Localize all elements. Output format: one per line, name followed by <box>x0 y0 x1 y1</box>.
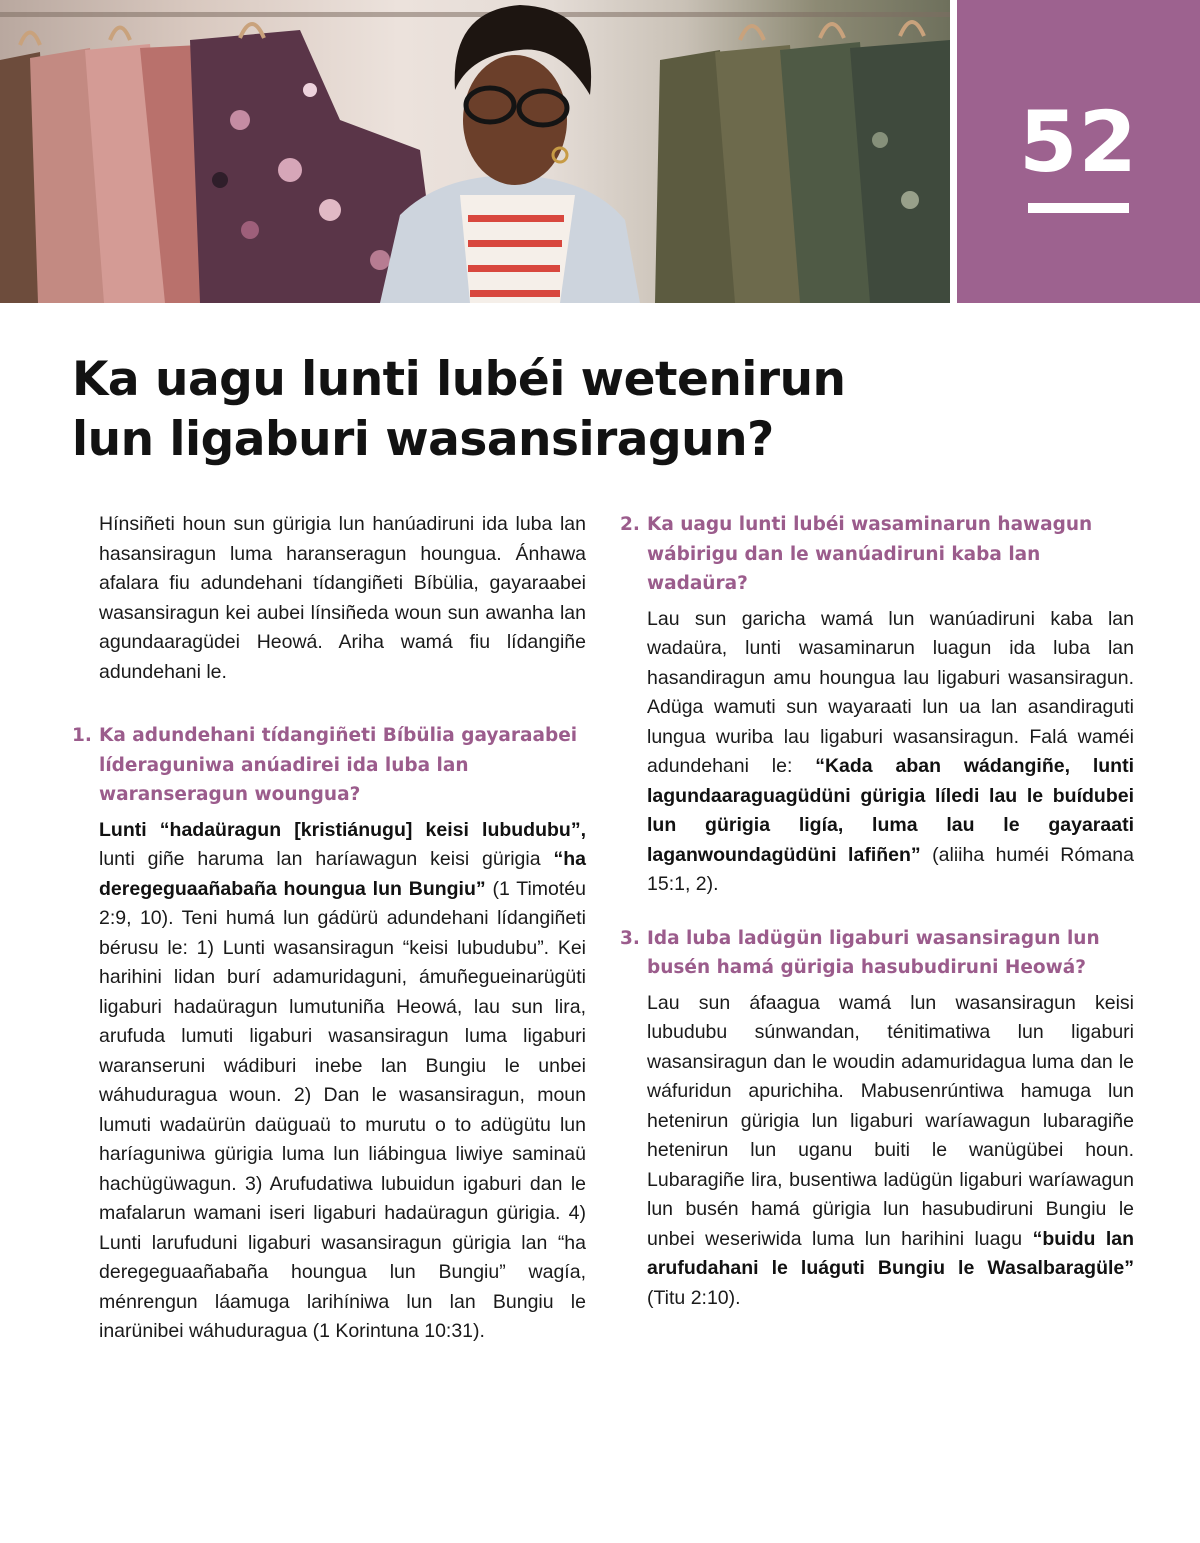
answer-2-text-1: Lau sun garicha wamá lun wanúadiruni kaba lan wadaüra, lunti wasaminarun luagun ida luba lan hasandiragun amu houngua lau ligaburi wasansiragun. Adüga wamuti sun wayaraati lun ua lan asandiraguti lungua wuriba lau ligaburi wasansiragun. Falá waméi adundehani le: <box>647 607 1134 777</box>
question-3-text: Ida luba ladügün ligaburi wasansiragun lun busén hamá gürigia hasubudiruni Heowá? <box>647 927 1100 978</box>
hero-photo <box>0 0 950 303</box>
lesson-number-underline <box>1028 203 1129 213</box>
lesson-number-block <box>957 0 1200 303</box>
question-1-number: 1. <box>72 725 92 746</box>
answer-3-text-2: (Titu 2:10). <box>647 1286 741 1309</box>
clothing-store-illustration <box>0 0 950 303</box>
intro-paragraph: Hínsiñeti houn sun gürigia lun hanúadiruni ida luba lan hasansiragun luma haranseragun houngua. Ánhawa afalara fiu adundehani tídangiñeti Bíbülia, gayaraabei wasansiragun kei aubei línsiñeda woun sun awanha lan agundaaragüdei Heowá. Ariha wamá fiu lídangiñe adundehani le. <box>99 513 586 683</box>
answer-1-bold-2: “ha deregeguaañabaña houngua lun Bungiu” <box>99 848 586 900</box>
right-column <box>620 510 1134 1313</box>
lesson-title-line-2: lun ligaburi wasansiragun? <box>72 412 774 467</box>
question-1-text: Ka adundehani tídangiñeti Bíbülia gayaraabei líderaguniwa anúadirei ida luba lan waranseragun woungua? <box>99 725 578 805</box>
lesson-title <box>72 350 972 470</box>
answer-1-text-2: (1 Timotéu 2:9, 10). Teni humá lun gádürü adundehani lídangiñeti bérusu le: 1) Lunti wasansiragun “keisi lubudubu”. Kei harihini lidan burí adamuridaguni, ámuñegueinarügüti ligaburi hadaüragun lumutuniña Heowá, lau sun lira, arufuda lumuti ligaburi wasansiragun luma ligaburi waranseruni wádiburi inebe lan Bungiu le unbei wáhuduragua woun. 2) Dan le wasansiragun, moun lumuti wadaürün daüguaü to murutu o to adügütu lun haríaguniwa gürigia luma lun liábingua liwiye saminaü hachügüwagun. 3) Arufudatiwa lubuidun igaburi dan le mafalarun wamani iseri ligaburi hadaüragun gürigia. 4) Lunti larufuduni ligaburi wasansiragun gürigia lan “ha deregeguaañabaña houngua lun Bungiu” wagía, ménrengun láamuga larihíniwa lun lan Bungiu le inarünibei wáhuduragua (1 Korintuna 10:31). <box>99 877 586 1342</box>
question-3 <box>620 924 1134 983</box>
answer-1 <box>72 816 586 1347</box>
lesson-title-line-1: Ka uagu lunti lubéi wetenirun <box>72 352 846 407</box>
answer-2-text-2: (aliiha huméi Rómana 15:1, 2). <box>647 843 1134 895</box>
question-2-text: Ka uagu lunti lubéi wasaminarun hawagun wábirigu dan le wanúadiruni kaba lan wadaüra? <box>647 514 1093 594</box>
answer-3-bold-1: “buidu lan arufudahani le luáguti Bungiu le Wasalbaragüle” <box>647 1227 1135 1279</box>
left-column <box>72 510 586 1347</box>
answer-3-text-1: Lau sun áfaagua wamá lun wasansiragun keisi lubudubu súnwandan, ténitimatiwa lun ligaburi wasansiragun dan le woudin adamuridagua luma dan le wáfuridun apurichiha. Mabusenrúntiwa hamuga lun hetenirun gürigia lun ligaburi waríawagun lubaragiñe hetenirun lun uganu buiti le wanügübei houn. Lubaragiñe lira, busentiwa ladügün ligaburi waríawagun lun busén hamá gürigia lun hasubudiruni Bungiu le unbei weseriwida luma lun harihini luagu <box>647 991 1134 1250</box>
answer-1-text-1: lunti giñe haruma lan haríawagun keisi gürigia <box>99 848 554 870</box>
question-1 <box>72 721 586 810</box>
answer-3 <box>620 989 1134 1314</box>
question-3-number: 3. <box>620 927 640 949</box>
answer-2-bold-1: “Kada aban wádangiñe, lunti lagundaaraguagüdüni gürigia líledi lau le buídubei lun gürigia ligía, luma lau le gayaraati laganwoundagüdüni lafiñen” <box>647 755 1134 866</box>
lesson-number: 52 <box>1019 93 1138 191</box>
answer-2 <box>620 605 1134 900</box>
answer-1-bold-1: Lunti “hadaüragun [kristiánugu] keisi lubudubu”, <box>99 818 586 841</box>
question-2 <box>620 510 1134 599</box>
question-2-number: 2. <box>620 514 640 535</box>
